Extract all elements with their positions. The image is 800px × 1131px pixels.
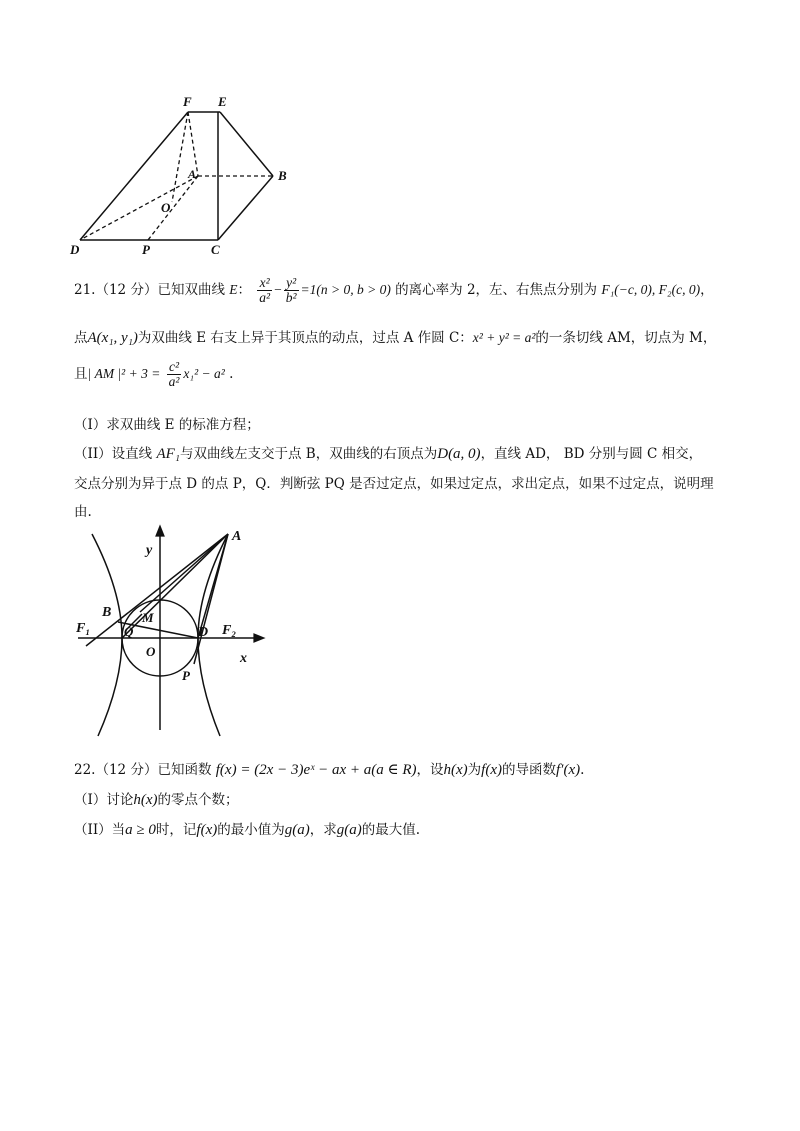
label-P2: P xyxy=(182,668,190,683)
q21-frac-c: $\frac{\text{c²}}{\text{a²}}$ xyxy=(168,359,180,390)
label-D: D xyxy=(70,242,80,257)
q21-line3: 且| AM |² + 3 = $\frac{\text{c²}}{\text{a²}}$ x₁² − a² . xyxy=(74,359,234,390)
q22-part1: （I）讨论h(x)的零点个数； xyxy=(74,792,239,808)
label-E: E xyxy=(218,94,227,109)
label-O: O xyxy=(161,200,171,215)
q21-part1: （I）求双曲线 E 的标准方程； xyxy=(74,417,260,433)
label-x: x xyxy=(240,651,247,666)
edge-AD xyxy=(80,176,198,240)
q22-line1: 22.（12 分）已知函数 f(x) = (2x − 3)eˣ − ax + a(a ∈ R)，设h(x)为f(x)的导函数f′(x). xyxy=(74,762,585,778)
label-O2: O xyxy=(146,644,156,659)
line-AQ xyxy=(122,534,228,638)
label-P: P xyxy=(142,242,150,257)
hyperbola-left-branch xyxy=(92,534,122,736)
solid-figure xyxy=(60,90,320,260)
edge-BC xyxy=(218,176,273,240)
edge-FD xyxy=(80,112,188,240)
q21-part2-line2: 交点分别为异于点 D 的点 P，Q．判断弦 PQ 是否过定点，如果过定点，求出定点，如果不过定点，说明理 xyxy=(74,476,714,492)
label-B2: B xyxy=(102,605,112,620)
q21-part2-line1: （II）设直线 AF₁与双曲线左支交于点 B，双曲线的右顶点为D(a, 0)，直线 AD， BD 分别与圆 C 相交， xyxy=(74,446,703,462)
q21-part2-line3: 由. xyxy=(74,504,92,520)
label-F1: F₁ xyxy=(76,621,91,636)
x-arrow xyxy=(254,634,264,642)
q21-frac-y: $\frac{\text{y²}}{\text{b²}}$ xyxy=(285,275,297,306)
label-C: C xyxy=(211,242,220,257)
edge-EB xyxy=(220,112,273,176)
q21-frac-x: $\frac{\text{x²}}{\text{a²}}$ xyxy=(259,275,271,306)
line-AM xyxy=(140,534,228,612)
label-M: M xyxy=(142,610,154,625)
label-F: F xyxy=(183,94,192,109)
label-Q: Q xyxy=(124,624,134,639)
label-F2: F₂ xyxy=(222,623,237,638)
label-D2: D xyxy=(198,625,209,640)
label-B: B xyxy=(278,168,287,183)
edge-FO xyxy=(172,112,188,202)
label-y: y xyxy=(146,543,153,558)
label-A2: A xyxy=(232,529,242,544)
edge-AP xyxy=(148,176,198,240)
q21-line1: 21.（12 分）已知双曲线 E： $\frac{\text{x²}}{\text{a²}}$ − $\frac{\text{y²}}{\text{b²}}$ =1(n > 0, b > 0) 的离心率为 2，左、右焦点分别为 F₁(−c, 0), F₂(c, 0)， xyxy=(74,275,714,306)
line-AP xyxy=(194,534,228,664)
q21-line2: 点A(x₁, y₁)为双曲线 E 右支上异于其顶点的动点，过点 A 作圆 C：x² + y² = a²的一条切线 AM，切点为 M， xyxy=(74,330,717,346)
q22-part2: （II）当a ≥ 0时，记f(x)的最小值为g(a)，求g(a)的最大值. xyxy=(74,822,421,838)
hyperbola-figure xyxy=(70,522,270,742)
y-arrow xyxy=(156,526,164,536)
label-A: A xyxy=(188,167,197,181)
